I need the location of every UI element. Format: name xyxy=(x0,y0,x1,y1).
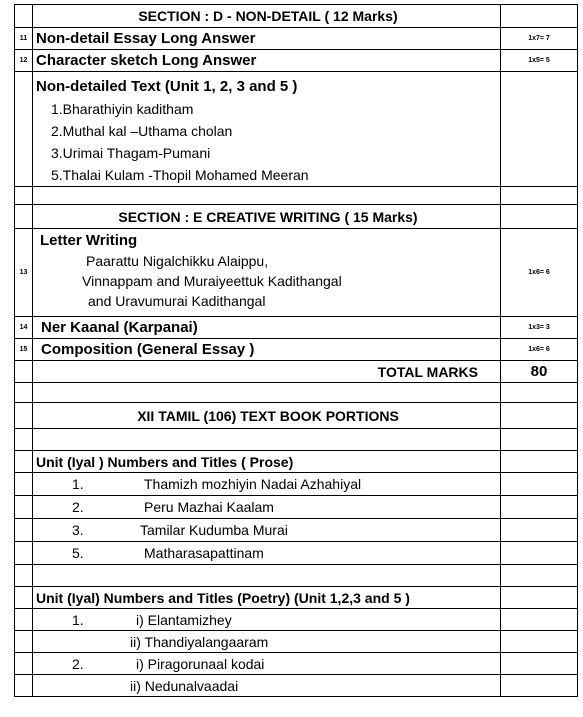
prose-item-number: 3. xyxy=(72,522,84,538)
blank-cell xyxy=(15,565,33,587)
blank-cell xyxy=(15,187,33,205)
question-label: Ner Kaanal (Karpanai) xyxy=(33,317,501,339)
question-number: 13 xyxy=(15,229,33,317)
blank-cell xyxy=(15,631,33,653)
blank-cell xyxy=(15,451,33,473)
question-number: 11 xyxy=(15,28,33,50)
prose-item-title: Tamilar Kudumba Murai xyxy=(140,522,288,538)
non-detailed-title: Non-detailed Text (Unit 1, 2, 3 and 5 ) xyxy=(36,78,298,95)
blank-cell xyxy=(15,587,33,609)
prose-item xyxy=(33,542,501,565)
question-number: 15 xyxy=(15,339,33,361)
poetry-item xyxy=(33,653,501,675)
blank-cell xyxy=(15,609,33,631)
blank-cell xyxy=(501,451,578,473)
non-detailed-item: 2.Muthal kal –Uthama cholan xyxy=(51,123,233,139)
prose-title: Unit (Iyal ) Numbers and Titles ( Prose) xyxy=(33,451,501,473)
portions-heading: XII TAMIL (106) TEXT BOOK PORTIONS xyxy=(33,403,501,429)
blank-cell xyxy=(33,187,501,205)
blank-cell xyxy=(15,5,33,28)
prose-item-number: 2. xyxy=(72,499,84,515)
total-marks-label: TOTAL MARKS xyxy=(33,361,501,383)
poetry-title: Unit (Iyal) Numbers and Titles (Poetry) (Unit 1,2,3 and 5 ) xyxy=(33,587,501,609)
poetry-item-number: 1. xyxy=(72,611,84,628)
prose-item xyxy=(33,473,501,496)
blank-cell xyxy=(15,205,33,229)
letter-writing-title: Letter Writing xyxy=(40,232,138,249)
blank-cell xyxy=(33,383,501,403)
poetry-item xyxy=(33,609,501,631)
blank-cell xyxy=(15,473,33,496)
question-marks: 1x3= 3 xyxy=(501,317,578,339)
blank-cell xyxy=(15,675,33,697)
non-detailed-item: 3.Urimai Thagam-Pumani xyxy=(51,145,211,161)
letter-writing-line: and Uravumurai Kadithangal xyxy=(88,293,266,309)
blank-cell xyxy=(15,653,33,675)
non-detailed-text-block xyxy=(33,72,501,187)
poetry-item-title: ii) Nedunalvaadai xyxy=(130,677,239,694)
blank-cell xyxy=(501,187,578,205)
letter-writing-line: Vinnappam and Muraiyeettuk Kadithangal xyxy=(82,273,342,289)
non-detailed-item: 1.Bharathiyin kaditham xyxy=(51,101,194,117)
blank-cell xyxy=(501,565,578,587)
blank-cell xyxy=(15,72,33,187)
blank-cell xyxy=(501,473,578,496)
prose-item-title: Matharasapattinam xyxy=(144,545,264,561)
question-number: 14 xyxy=(15,317,33,339)
poetry-item-title: i) Piragorunaal kodai xyxy=(136,655,265,672)
section-d-heading: SECTION : D - NON-DETAIL ( 12 Marks) xyxy=(33,5,501,28)
letter-writing-block xyxy=(33,229,501,317)
question-label: Character sketch Long Answer xyxy=(33,50,501,72)
blank-cell xyxy=(501,675,578,697)
marks-table xyxy=(14,4,578,697)
question-label: Composition (General Essay ) xyxy=(33,339,501,361)
prose-item xyxy=(33,496,501,519)
question-marks: 1x5= 5 xyxy=(501,50,578,72)
prose-item xyxy=(33,519,501,542)
blank-cell xyxy=(501,5,578,28)
poetry-item-title: i) Elantamizhey xyxy=(136,611,232,628)
blank-cell xyxy=(15,361,33,383)
blank-cell xyxy=(501,72,578,187)
poetry-item xyxy=(33,631,501,653)
question-marks: 1x6= 6 xyxy=(501,229,578,317)
blank-cell xyxy=(501,383,578,403)
question-number: 12 xyxy=(15,50,33,72)
prose-item-number: 1. xyxy=(72,476,84,492)
blank-cell xyxy=(33,429,501,451)
poetry-item xyxy=(33,675,501,697)
non-detailed-item: 5.Thalai Kulam -Thopil Mohamed Meeran xyxy=(51,167,309,183)
blank-cell xyxy=(501,542,578,565)
blank-cell xyxy=(501,631,578,653)
blank-cell xyxy=(15,496,33,519)
question-marks: 1x6= 6 xyxy=(501,339,578,361)
blank-cell xyxy=(501,653,578,675)
total-marks-value: 80 xyxy=(501,361,578,383)
section-e-heading: SECTION : E CREATIVE WRITING ( 15 Marks) xyxy=(33,205,501,229)
prose-item-title: Thamizh mozhiyin Nadai Azhahiyal xyxy=(144,476,362,492)
blank-cell xyxy=(15,429,33,451)
poetry-item-title: ii) Thandiyalangaaram xyxy=(130,633,269,650)
blank-cell xyxy=(15,519,33,542)
blank-cell xyxy=(501,496,578,519)
letter-writing-line: Paarattu Nigalchikku Alaippu, xyxy=(86,253,269,269)
blank-cell xyxy=(15,403,33,429)
blank-cell xyxy=(15,383,33,403)
blank-cell xyxy=(501,609,578,631)
blank-cell xyxy=(501,429,578,451)
prose-item-title: Peru Mazhai Kaalam xyxy=(144,499,274,515)
blank-cell xyxy=(501,205,578,229)
question-marks: 1x7= 7 xyxy=(501,28,578,50)
blank-cell xyxy=(501,587,578,609)
blank-cell xyxy=(501,403,578,429)
blank-cell xyxy=(33,565,501,587)
question-label: Non-detail Essay Long Answer xyxy=(33,28,501,50)
prose-item-number: 5. xyxy=(72,545,84,561)
blank-cell xyxy=(501,519,578,542)
blank-cell xyxy=(15,542,33,565)
poetry-item-number: 2. xyxy=(72,655,84,672)
